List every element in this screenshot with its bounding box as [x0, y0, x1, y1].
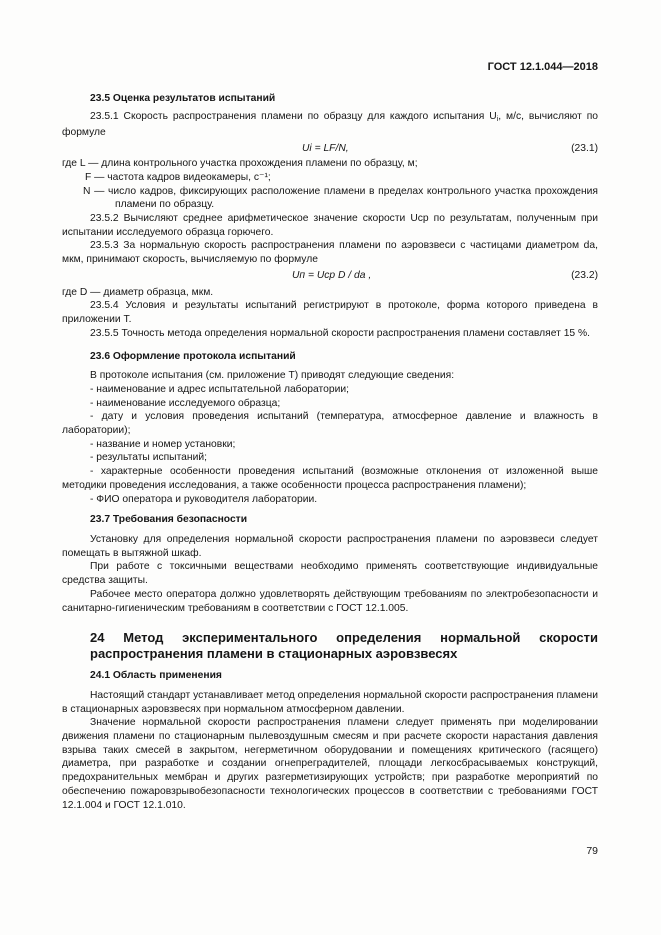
section-23-7-title: 23.7 Требования безопасности	[90, 514, 248, 526]
paragraph-24-1-2: Значение нормальной скорости распространения пламени следует применять при моделировании движения пламени по стационарным пылевоздушным смесям и при расчете скорости нарастания давления взрыва таких смесей в закрытом, негерметичном оборудовании и помещениях критического (гасящего) диаметра, при разработке и создании огнепреградителей, площади легкосбрасываемых конструкций, предохранительных мембран и других разгерметизирующих устройств; при разработке мероприятий по обеспечению пожаровзрывобезопасности технологических процессов в соответствии с требованиями ГОСТ 12.1.004 и ГОСТ 12.1.010.	[62, 717, 598, 811]
definition-F: F — частота кадров видеокамеры, с⁻¹;	[85, 171, 271, 183]
formula-number: (23.2)	[571, 269, 598, 281]
paragraph-23-5-1: 23.5.1 Скорость распространения пламени по образцу для каждого испытания $U_i$, м/с, вычисляют по формуле	[62, 110, 598, 139]
list-item: - ФИО оператора и руководителя лаборатории.	[90, 493, 318, 505]
list-item: - дату и условия проведения испытаний (температура, атмосферное давление и влажность в лаборатории);	[62, 411, 598, 437]
paragraph-23-5-4: 23.5.4 Условия и результаты испытаний регистрируют в протоколе, форма которого приведена в приложении Т.	[62, 300, 598, 326]
list-item: - результаты испытаний;	[90, 452, 207, 464]
formula-23-1	[62, 140, 598, 157]
page-content	[62, 92, 598, 812]
formula-expression: Ui = LF/N,	[302, 143, 349, 155]
formula-23-2	[62, 267, 598, 286]
definition-L: где L — длина контрольного участка прохождения пламени по образцу, м;	[62, 158, 418, 170]
list-item: - название и номер установки;	[90, 438, 236, 450]
section-24-title: 24 Метод экспериментального определения нормальной скорости распространения пламени в стационарных аэровзвесях	[90, 630, 598, 661]
paragraph-23-7-3: Рабочее место оператора должно удовлетворять действующим требованиям по электробезопасности и санитарно-гигиеническим требованиям в соответствии с ГОСТ 12.1.005.	[62, 588, 598, 614]
formula-expression: Uп = Uср D / dа ,	[292, 269, 372, 281]
definition-N: N — число кадров, фиксирующих расположение пламени в пределах контрольного участка прохождения пламени по образцу.	[83, 185, 598, 211]
paragraph-23-6-intro: В протоколе испытания (см. приложение Т) приводят следующие сведения:	[90, 370, 455, 382]
page-number: 79	[586, 845, 598, 857]
list-item: - наименование и адрес испытательной лаборатории;	[90, 383, 349, 395]
list-item: - характерные особенности проведения испытаний (возможные отклонения от изложенной выше методики проведения исследования, а также особенности процесса распространения пламени);	[62, 466, 598, 491]
paragraph-23-5-2: 23.5.2 Вычисляют среднее арифметическое значение скорости Uср по результатам, полученным при испытании исследуемого образца горючего.	[62, 212, 598, 238]
paragraph-23-5-3: 23.5.3 За нормальную скорость распространения пламени по аэровзвеси с частицами диаметром dа, мкм, принимают скорость, вычисляемую по формуле	[62, 240, 598, 266]
paragraph-23-7-1: Установку для определения нормальной скорости распространения пламени по аэровзвеси следует помещать в вытяжной шкаф.	[62, 533, 598, 559]
section-24-1-title: 24.1 Область применения	[90, 670, 222, 682]
paragraph-23-7-2: При работе с токсичными веществами необходимо применять соответствующие индивидуальные средства защиты.	[62, 561, 598, 587]
paragraph-23-5-5: 23.5.5 Точность метода определения нормальной скорости распространения пламени составляет 15 %.	[90, 327, 591, 339]
section-23-6-title: 23.6 Оформление протокола испытаний	[90, 350, 296, 362]
section-23-5-title: 23.5 Оценка результатов испытаний	[90, 93, 276, 104]
definition-D: где D — диаметр образца, мкм.	[62, 286, 214, 298]
document-header: ГОСТ 12.1.044—2018	[487, 61, 598, 73]
paragraph-24-1-1: Настоящий стандарт устанавливает метод определения нормальной скорости распространения пламени в стационарных аэровзвесях при нормальном атмосферном давлении.	[62, 689, 598, 715]
list-item: - наименование исследуемого образца;	[90, 397, 281, 409]
formula-number: (23.1)	[571, 143, 598, 155]
